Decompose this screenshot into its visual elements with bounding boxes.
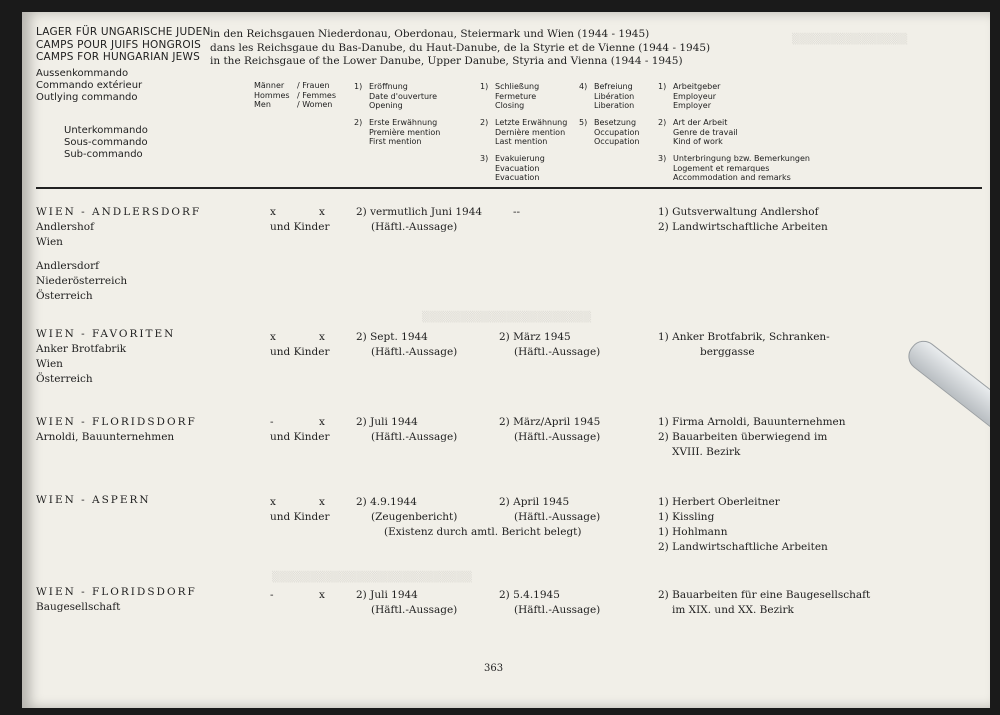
legend-last-mention	[480, 118, 567, 147]
legend-num: 1)	[658, 82, 667, 91]
entry-loc-line: Anker Brotfabrik	[36, 343, 127, 355]
legend-line: Schließung	[495, 82, 540, 91]
entry-open-line: (Häftl.-Aussage)	[371, 221, 458, 233]
unter-fr: Sous-commando	[64, 137, 148, 148]
legend-line: Libération	[594, 91, 635, 101]
legend-num: 2)	[658, 118, 667, 127]
legend-num: 3)	[480, 154, 489, 163]
entry-title: WIEN - ANDLERSDORF	[36, 206, 202, 218]
entry-close-line: (Häftl.-Aussage)	[514, 431, 601, 443]
legend-line: Employeur	[673, 91, 717, 101]
entry-opening	[356, 588, 457, 618]
legend-line: Occupation	[594, 137, 640, 146]
entry-loc-line: Niederösterreich	[36, 275, 128, 287]
legend-num: 3)	[658, 154, 667, 163]
entry-men: -	[270, 416, 274, 428]
legend-num: 1)	[354, 82, 363, 91]
legend-line: Genre de travail	[673, 127, 738, 137]
legend-num: 2)	[480, 118, 489, 127]
entry-work	[658, 588, 870, 618]
legend-line: Première mention	[369, 127, 441, 137]
legend-liberation	[579, 82, 634, 111]
entry-children: und Kinder	[270, 346, 330, 358]
legend-line: Opening	[369, 101, 403, 110]
entry-location	[36, 205, 201, 304]
entry-closing	[513, 205, 520, 220]
entry-work-line: 2) Bauarbeiten überwiegend im	[658, 431, 828, 443]
entry-opening	[356, 415, 457, 445]
entry-work-line: 1) Firma Arnoldi, Bauunternehmen	[658, 416, 846, 428]
legend-num: 5)	[579, 118, 588, 127]
outlying-commando-label	[36, 68, 142, 104]
legend-women-en: / Women	[297, 100, 333, 109]
entry-closing	[499, 495, 600, 525]
entry-women: x	[319, 416, 325, 428]
document-page	[22, 12, 990, 708]
entry-open-line: 2) Juli 1944	[356, 416, 418, 428]
legend-line: Art der Arbeit	[673, 118, 728, 127]
entry-title: WIEN - ASPERN	[36, 494, 151, 506]
legend-line: Closing	[495, 101, 525, 110]
pen-object	[903, 335, 990, 446]
entry-children: und Kinder	[270, 431, 330, 443]
entry-location	[36, 415, 197, 445]
legend-line: Fermeture	[495, 91, 537, 101]
entry-open-line: (Existenz durch amtl. Bericht belegt)	[384, 526, 582, 538]
entry-children: und Kinder	[270, 221, 330, 233]
entry-men: x	[270, 331, 276, 343]
sub-commando-label	[64, 125, 148, 161]
entry-title: WIEN - FLORIDSDORF	[36, 586, 197, 598]
entry-men: x	[270, 206, 276, 218]
legend-line: Arbeitgeber	[673, 82, 721, 91]
entry-loc-line: Österreich	[36, 373, 93, 385]
title-de: LAGER FÜR UNGARISCHE JUDEN	[36, 26, 211, 38]
legend-women	[297, 81, 336, 110]
entry-men: -	[270, 589, 274, 601]
entry-opening	[356, 330, 457, 360]
entry-open-line: 2) vermutlich Juni 1944	[356, 206, 483, 218]
header-titles	[36, 26, 211, 64]
entry-work-line: 1) Anker Brotfabrik, Schranken-	[658, 331, 830, 343]
header-divider	[36, 187, 982, 189]
aussen-fr: Commando extérieur	[36, 80, 143, 91]
entry-work-line: 2) Landwirtschaftliche Arbeiten	[658, 541, 828, 553]
entry-open-line: (Zeugenbericht)	[371, 511, 458, 523]
legend-women-fr: / Femmes	[297, 90, 336, 100]
legend-opening	[354, 82, 437, 111]
entry-women: x	[319, 331, 325, 343]
entry-men: x	[270, 496, 276, 508]
entry-closing	[499, 415, 600, 445]
entry-women: x	[319, 496, 325, 508]
legend-men-en: Men	[254, 100, 271, 109]
entry-open-line: 2) 4.9.1944	[356, 496, 417, 508]
legend-men	[254, 81, 290, 110]
entry-work	[658, 205, 828, 235]
legend-line: Evakuierung	[495, 154, 545, 163]
entry-loc-line: Baugesellschaft	[36, 601, 121, 613]
show-through-text: ▒▒▒▒▒▒▒▒▒▒▒▒▒▒▒▒▒▒▒▒▒▒	[422, 312, 592, 323]
region-de: in den Reichsgauen Niederdonau, Oberdonau, Steiermark und Wien (1944 - 1945)	[210, 28, 650, 40]
legend-line: Unterbringung bzw. Bemerkungen	[673, 154, 810, 163]
entry-open-line: (Häftl.-Aussage)	[371, 431, 458, 443]
entry-work-line: 2) Landwirtschaftliche Arbeiten	[658, 221, 828, 233]
legend-line: Evacuation	[495, 173, 540, 182]
legend-line: Logement et remarques	[673, 163, 770, 173]
legend-line: Letzte Erwähnung	[495, 118, 568, 127]
aussen-de: Aussenkommando	[36, 68, 129, 79]
region-fr: dans les Reichsgaue du Bas-Danube, du Haut-Danube, de la Styrie et de Vienne (1944 - 1945)	[210, 41, 711, 54]
legend-line: Occupation	[594, 127, 640, 137]
legend-line: Erste Erwähnung	[369, 118, 438, 127]
show-through-text: ▒▒▒▒▒▒▒▒▒▒▒▒▒▒▒	[792, 34, 908, 45]
entry-women: x	[319, 589, 325, 601]
legend-num: 1)	[480, 82, 489, 91]
legend-women-de: / Frauen	[297, 81, 330, 90]
entry-open-line: 2) Juli 1944	[356, 589, 418, 601]
title-fr: CAMPS POUR JUIFS HONGROIS	[36, 38, 202, 51]
legend-employer	[658, 82, 720, 111]
entry-work-line: XVIII. Bezirk	[672, 446, 741, 458]
entry-open-line: (Häftl.-Aussage)	[371, 604, 458, 616]
legend-occupation	[579, 118, 639, 147]
legend-line: Date d'ouverture	[369, 91, 438, 101]
unter-de: Unterkommando	[64, 125, 148, 136]
legend-line: Eröffnung	[369, 82, 408, 91]
entry-work-line: 1) Kissling	[658, 511, 715, 523]
entry-women: x	[319, 206, 325, 218]
entry-close-line: (Häftl.-Aussage)	[514, 346, 601, 358]
legend-line: Last mention	[495, 137, 548, 146]
entry-work	[658, 415, 846, 460]
entry-loc-line: Andlershof	[36, 221, 95, 233]
title-en: CAMPS FOR HUNGARIAN JEWS	[36, 51, 200, 63]
legend-line: First mention	[369, 137, 422, 146]
aussen-en: Outlying commando	[36, 92, 138, 103]
entry-open-line: (Häftl.-Aussage)	[371, 346, 458, 358]
entry-opening	[356, 205, 482, 235]
entry-closing	[499, 330, 600, 360]
entry-closing	[499, 588, 600, 618]
legend-kind-of-work	[658, 118, 738, 147]
unter-en: Sub-commando	[64, 149, 143, 160]
entry-loc-line: Österreich	[36, 290, 93, 302]
legend-line: Employer	[673, 101, 711, 110]
entry-close-line: 2) März 1945	[499, 331, 571, 343]
entry-work-line: 1) Hohlmann	[658, 526, 728, 538]
entry-close-line: 2) 5.4.1945	[499, 589, 560, 601]
entry-loc-line: Andlersdorf	[36, 260, 99, 272]
legend-evacuation	[480, 154, 545, 183]
entry-loc-line: Wien	[36, 236, 63, 248]
entry-work-line: 1) Herbert Oberleitner	[658, 496, 780, 508]
entry-work-line: im XIX. und XX. Bezirk	[672, 604, 794, 616]
entry-close-line: (Häftl.-Aussage)	[514, 604, 601, 616]
legend-num: 4)	[579, 82, 588, 91]
entry-work-line: 1) Gutsverwaltung Andlershof	[658, 206, 819, 218]
page-number: 363	[484, 663, 504, 674]
entry-open-line: 2) Sept. 1944	[356, 331, 428, 343]
entry-work	[658, 330, 830, 360]
entry-title: WIEN - FLORIDSDORF	[36, 416, 197, 428]
legend-closing	[480, 82, 539, 111]
entry-title: WIEN - FAVORITEN	[36, 328, 176, 340]
entry-close-line: 2) März/April 1945	[499, 416, 601, 428]
entry-work-line: berggasse	[700, 346, 755, 358]
legend-line: Accommodation and remarks	[673, 173, 791, 182]
entry-location	[36, 327, 175, 387]
entry-work-line: 2) Bauarbeiten für eine Baugesellschaft	[658, 589, 871, 601]
header-region	[210, 28, 710, 69]
entry-loc-line: Arnoldi, Bauunternehmen	[36, 431, 175, 443]
entry-work	[658, 495, 828, 555]
legend-line: Liberation	[594, 101, 635, 110]
legend-accommodation	[658, 154, 810, 183]
legend-line: Dernière mention	[495, 127, 566, 137]
entry-location	[36, 493, 151, 508]
entry-close-line: 2) April 1945	[499, 496, 570, 508]
entry-location	[36, 585, 197, 615]
legend-men-fr: Hommes	[254, 90, 290, 100]
legend-men-de: Männer	[254, 81, 285, 90]
legend-line: Kind of work	[673, 137, 723, 146]
show-through-text: ▒▒▒▒▒▒▒▒▒▒▒▒▒▒▒▒▒▒▒▒▒▒▒▒▒▒	[272, 572, 472, 583]
legend-num: 2)	[354, 118, 363, 127]
entry-loc-line: Wien	[36, 358, 63, 370]
legend-line: Besetzung	[594, 118, 637, 127]
entry-close-line: --	[513, 206, 521, 218]
legend-first-mention	[354, 118, 440, 147]
entry-children: und Kinder	[270, 511, 330, 523]
legend-line: Evacuation	[495, 163, 540, 173]
legend-line: Befreiung	[594, 82, 633, 91]
region-en: in the Reichsgaue of the Lower Danube, Upper Danube, Styria and Vienna (1944 - 1945)	[210, 55, 683, 67]
entry-close-line: (Häftl.-Aussage)	[514, 511, 601, 523]
